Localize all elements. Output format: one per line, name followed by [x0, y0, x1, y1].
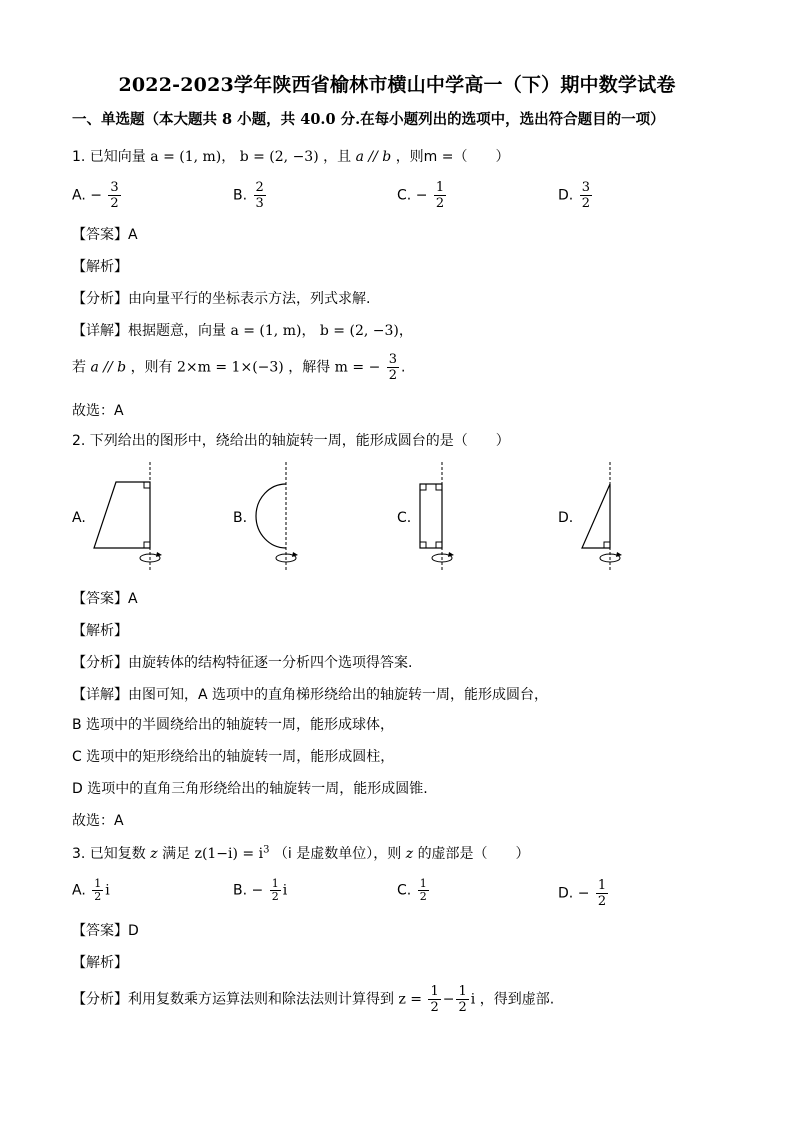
q2-figure-b: [250, 462, 330, 572]
fraction: [580, 180, 592, 211]
q2-line-2: B 选项中的半圆绕给出的轴旋转一周，能形成球体，: [72, 717, 395, 733]
q1-analysis-tag: 【解析】: [72, 259, 128, 275]
var-z: z: [150, 846, 158, 862]
semicircle: [256, 484, 286, 548]
fraction: [108, 180, 120, 211]
denominator: 3: [255, 196, 264, 211]
q1-fenxi: [72, 288, 370, 308]
ze-text: ，则有: [130, 359, 173, 376]
fraction: [387, 352, 399, 383]
q1-vector-a: a = (1, m): [150, 149, 222, 165]
option-label: A.: [72, 187, 86, 204]
numerator: 1: [597, 878, 607, 893]
fraction: [254, 180, 266, 211]
fraction: [596, 878, 608, 909]
fraction: [418, 878, 429, 903]
denominator: 2: [110, 196, 119, 211]
option-sign: −: [577, 885, 590, 902]
imag-unit: i: [105, 882, 110, 899]
q2-answer: [72, 588, 138, 608]
xiangjie-line-1: 由图可知，A 选项中的直角梯形绕给出的轴旋转一周，能形成圆台，: [128, 687, 549, 703]
option-label: C.: [397, 187, 412, 204]
q3-mid: 满足: [162, 846, 191, 862]
q3-answer: [72, 920, 139, 940]
numerator: 1: [458, 984, 467, 999]
q3-prefix: 3. 已知复数: [72, 846, 146, 862]
triangle: [582, 484, 610, 548]
numerator: 3: [110, 180, 119, 195]
option-label: A.: [72, 882, 86, 899]
fenxi-text: 由向量平行的坐标表示方法，列式求解.: [128, 291, 371, 307]
page-title: 2022-2023学年陕西省榆林市横山中学高一（下）期中数学试卷: [118, 74, 676, 96]
q3-rest: （i 是虚数单位），则: [273, 846, 402, 862]
right-angle-mark: [144, 482, 150, 488]
xiangjie-tag: 【详解】: [72, 687, 128, 703]
xiangjie-text: 根据题意，向量: [128, 323, 226, 339]
denominator: 2: [419, 890, 427, 903]
q1-xiangjie: 【详解】根据题意，向量 a = (1, m)， b = (2, −3)，: [72, 323, 413, 339]
q2-fenxi: [72, 652, 412, 672]
parallel-expr: a // b: [90, 359, 127, 376]
fraction: [456, 984, 468, 1015]
q2-line-3: C 选项中的矩形绕给出的轴旋转一周，能形成圆柱，: [72, 749, 395, 765]
q3-fenxi: [72, 984, 554, 1015]
denominator: 2: [597, 894, 607, 909]
q1-prefix: 1. 已知向量: [72, 149, 146, 165]
fraction: [270, 878, 281, 903]
q1-ask: ，则m =（ ）: [395, 149, 510, 165]
numerator: 1: [430, 984, 439, 999]
option-label: B.: [233, 187, 248, 204]
fenxi-text: 利用复数乘方运算法则和除法法则计算得到: [128, 991, 394, 1008]
q1-solution-line: 若 a // b ，则有 2×m = 1×(−3) ，解得 m = − $\frac{3}{2}$ .: [72, 352, 406, 383]
denominator: 2: [430, 1000, 439, 1015]
right-angle-mark: [436, 542, 442, 548]
jiede-text: ，解得: [288, 359, 331, 376]
option-label: C.: [397, 882, 412, 899]
q2-xiangjie: [72, 684, 548, 704]
fenxi-tag: 【分析】: [72, 291, 128, 307]
numerator: 1: [435, 180, 445, 195]
numerator: 1: [419, 877, 427, 890]
fraction: [428, 984, 440, 1015]
fenxi-tag: 【分析】: [72, 655, 128, 671]
q1-guxuan: 故选：A: [72, 403, 124, 419]
right-angle-mark: [420, 484, 426, 490]
imag-unit: i: [282, 882, 288, 899]
right-angle-mark: [420, 542, 426, 548]
q2-option-b-label: B.: [233, 510, 248, 526]
q1-parallel: a // b: [355, 149, 392, 165]
q2-guxuan: 故选：A: [72, 813, 124, 829]
denominator: 2: [94, 890, 102, 903]
rectangle: [420, 484, 442, 548]
answer-value: A: [128, 227, 138, 243]
q2-figure-c: [412, 462, 492, 572]
answer-tag: 【答案】: [72, 227, 128, 243]
fenxi-tag: 【分析】: [72, 991, 128, 1008]
q3-option-c: [397, 878, 431, 903]
q3-option-d: [558, 878, 610, 909]
q2-figure-d: [574, 462, 654, 572]
option-sign: −: [415, 187, 428, 204]
trapezoid: [94, 482, 150, 548]
xiangjie-tag: 【详解】: [72, 323, 128, 339]
q3-equation: z(1−i) = i: [194, 846, 264, 862]
right-angle-mark: [436, 484, 442, 490]
denominator: 2: [458, 1000, 467, 1015]
option-sign: −: [251, 882, 264, 899]
q1-option-a: [72, 180, 123, 211]
q2-stem: 2. 下列给出的图形中，绕给出的轴旋转一周，能形成圆台的是（ ）: [72, 433, 510, 449]
numerator: 1: [94, 877, 102, 890]
numerator: 3: [388, 352, 398, 367]
q1-vector-b: b = (2, −3): [239, 149, 319, 165]
option-label: D.: [558, 885, 574, 902]
q1-option-c: [397, 180, 448, 211]
fenxi-text: 由旋转体的结构特征逐一分析四个选项得答案.: [128, 655, 413, 671]
numerator: 1: [271, 877, 279, 890]
numerator: 2: [255, 180, 264, 195]
equation-1: 2×m = 1×(−3): [177, 359, 284, 376]
equation-2-left: m = −: [334, 359, 381, 376]
q3-stem: [72, 843, 530, 863]
option-label: B.: [233, 882, 248, 899]
q2-option-d-label: D.: [558, 510, 574, 526]
q2-line-4: D 选项中的直角三角形绕给出的轴旋转一周，能形成圆锥.: [72, 781, 428, 797]
answer-tag: 【答案】: [72, 591, 128, 607]
q2-option-c-label: C.: [397, 510, 412, 526]
right-angle-mark: [144, 542, 150, 548]
q1-cond: ，且: [323, 149, 352, 165]
xj-vector-a: a = (1, m): [230, 323, 302, 339]
denominator: 2: [271, 890, 279, 903]
ruo-text: 若: [72, 359, 86, 376]
denominator: 2: [435, 196, 445, 211]
answer-value: D: [128, 923, 139, 939]
fraction: [92, 878, 103, 903]
fraction: [434, 180, 446, 211]
q2-option-a-label: A.: [72, 510, 86, 526]
q1-stem: 1. 已知向量 a = (1, m)， b = (2, −3) ，且 a // b ，则m =（ ）: [72, 149, 510, 165]
q2-analysis-tag: 【解析】: [72, 623, 128, 639]
q3-tail: 的虚部是（ ）: [417, 846, 530, 862]
var-z: z: [405, 846, 414, 862]
denominator: 2: [388, 368, 398, 383]
imag-unit: i: [470, 991, 476, 1008]
answer-value: A: [128, 591, 138, 607]
option-sign: −: [90, 187, 102, 204]
fenxi-end: ，得到虚部.: [479, 991, 555, 1008]
exponent: 3: [263, 844, 270, 856]
xj-vector-b: b = (2, −3): [319, 323, 399, 339]
q3-option-b: [233, 878, 287, 903]
option-label: D.: [558, 187, 574, 204]
q1-answer: [72, 224, 138, 244]
z-equals: z =: [398, 991, 423, 1008]
q3-option-a: [72, 878, 110, 903]
answer-tag: 【答案】: [72, 923, 128, 939]
q1-option-b: [233, 180, 268, 211]
denominator: 2: [581, 196, 590, 211]
q3-analysis-tag: 【解析】: [72, 955, 128, 971]
q2-figure-a: [90, 462, 170, 572]
right-angle-mark: [604, 542, 610, 548]
numerator: 3: [581, 180, 590, 195]
section-heading: 一、单选题（本大题共 8 小题，共 40.0 分.在每小题列出的选项中，选出符合题目的一项）: [72, 111, 665, 128]
minus-sign: −: [442, 991, 455, 1008]
q1-option-d: [558, 180, 594, 211]
